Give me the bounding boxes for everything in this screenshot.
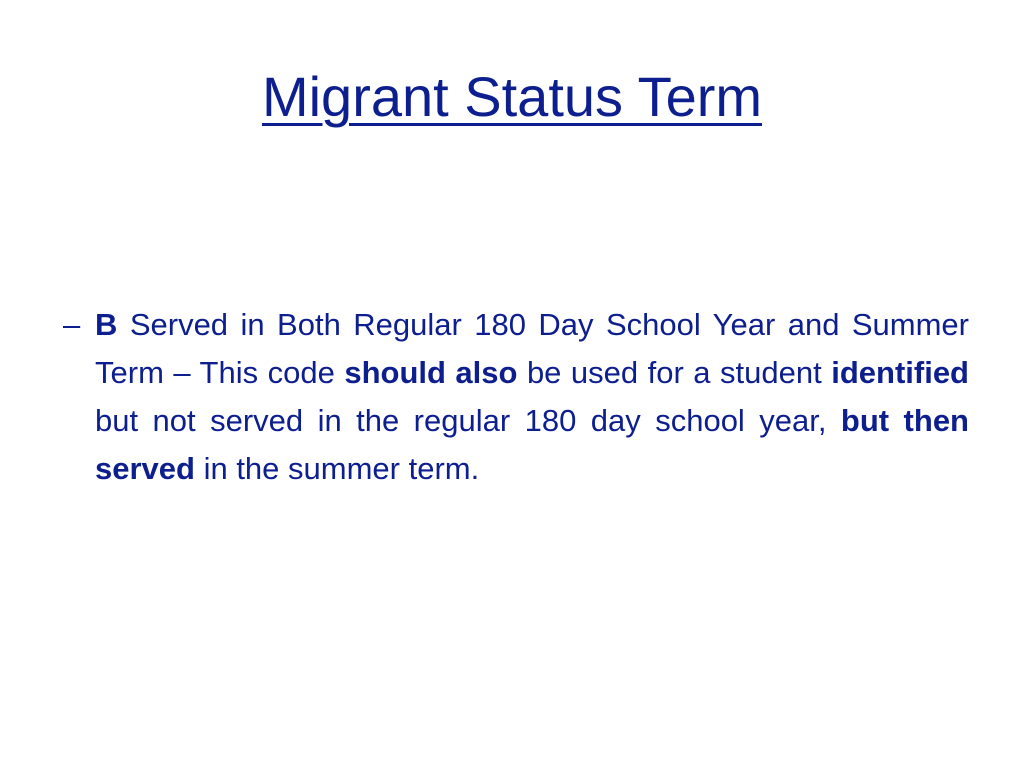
bullet-emphasis-but-then-served: but then served: [95, 403, 969, 486]
bullet-emphasis-identified: identified: [831, 355, 969, 390]
bullet-text-part-3: but not served in the regular 180 day school year,: [95, 403, 841, 438]
bullet-text-part-1: Served in Both Regular 180 Day School Year and Summer Term – This code: [95, 307, 969, 390]
bullet-text: [95, 301, 969, 493]
bullet-text-part-2: be used for a student: [517, 355, 832, 390]
slide-title: Migrant Status Term: [261, 65, 763, 128]
bullet-code: B: [95, 307, 118, 342]
bullet-text-part-4: in the summer term.: [194, 451, 480, 486]
bullet-dash: –: [63, 307, 81, 342]
bullet-emphasis-should-also: should also: [344, 355, 518, 390]
bullet-item: [63, 301, 969, 493]
